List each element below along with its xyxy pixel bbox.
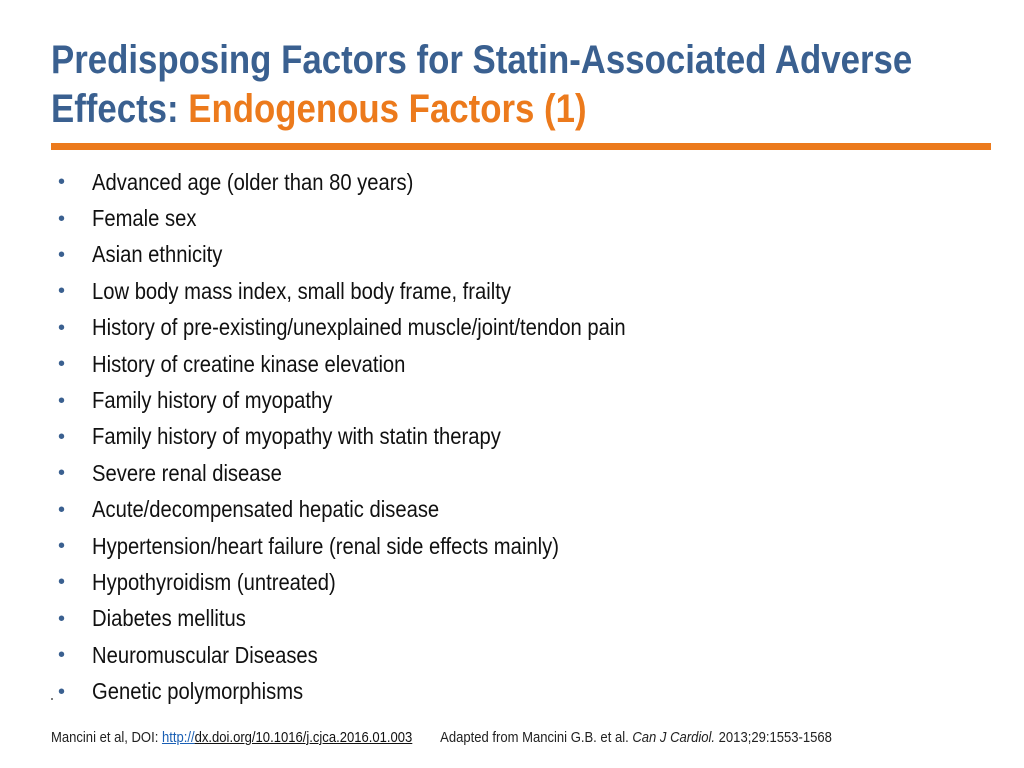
list-item bbox=[58, 455, 713, 491]
list-item-text: Female sex bbox=[92, 205, 197, 232]
list-item bbox=[58, 564, 713, 600]
factor-list bbox=[58, 164, 713, 710]
list-item bbox=[58, 382, 713, 418]
slide-title bbox=[51, 36, 913, 134]
list-item bbox=[58, 419, 713, 455]
list-item bbox=[58, 492, 713, 528]
journal-name: Can J Cardiol. bbox=[632, 729, 716, 746]
list-item bbox=[58, 346, 713, 382]
list-item-text: History of creatine kinase elevation bbox=[92, 350, 406, 377]
adapted-from-text: Adapted from Mancini G.B. et al. bbox=[440, 729, 633, 746]
bullet-icon: • bbox=[58, 607, 66, 630]
bullet-icon: • bbox=[58, 462, 66, 485]
bullet-icon: • bbox=[58, 171, 66, 194]
list-item bbox=[58, 637, 713, 673]
journal-ref: 2013;29:1553-1568 bbox=[715, 729, 832, 746]
citation-prefix: Mancini et al, DOI: bbox=[51, 729, 162, 746]
list-item-text: Hypertension/heart failure (renal side effects mainly) bbox=[92, 532, 559, 559]
doi-link[interactable]: dx.doi.org/10.1016/j.cjca.2016.01.003 bbox=[194, 729, 413, 746]
title-line-1: Predisposing Factors for Statin-Associated Adverse bbox=[51, 38, 913, 82]
bullet-icon: • bbox=[58, 498, 66, 521]
bullet-icon: • bbox=[58, 644, 66, 667]
list-item-text: Diabetes mellitus bbox=[92, 605, 246, 632]
list-item-text: Asian ethnicity bbox=[92, 241, 223, 268]
list-item bbox=[58, 601, 713, 637]
citation-footer bbox=[51, 729, 832, 746]
bullet-icon: • bbox=[58, 571, 66, 594]
bullet-icon: • bbox=[58, 353, 66, 376]
list-item-text: Hypothyroidism (untreated) bbox=[92, 568, 336, 595]
list-item-text: Genetic polymorphisms bbox=[92, 678, 304, 705]
title-accent: Endogenous Factors (1) bbox=[188, 87, 587, 131]
list-item-text: History of pre-existing/unexplained muscle/joint/tendon pain bbox=[92, 314, 626, 341]
list-item-text: Advanced age (older than 80 years) bbox=[92, 168, 414, 195]
list-item bbox=[58, 273, 713, 309]
stray-dot bbox=[51, 698, 53, 700]
bullet-icon: • bbox=[58, 316, 66, 339]
bullet-icon: • bbox=[58, 243, 66, 266]
list-item-text: Low body mass index, small body frame, frailty bbox=[92, 277, 511, 304]
bullet-icon: • bbox=[58, 425, 66, 448]
list-item bbox=[58, 310, 713, 346]
doi-link-protocol[interactable]: http:// bbox=[161, 729, 195, 746]
title-line-2-prefix: Effects: bbox=[51, 87, 189, 131]
list-item bbox=[58, 673, 713, 709]
list-item-text: Family history of myopathy with statin therapy bbox=[92, 423, 501, 450]
list-item bbox=[58, 200, 713, 236]
list-item-text: Severe renal disease bbox=[92, 459, 282, 486]
list-item bbox=[58, 237, 713, 273]
bullet-icon: • bbox=[58, 280, 66, 303]
bullet-icon: • bbox=[58, 680, 66, 703]
list-item-text: Family history of myopathy bbox=[92, 387, 333, 414]
list-item bbox=[58, 528, 713, 564]
list-item-text: Acute/decompensated hepatic disease bbox=[92, 496, 440, 523]
bullet-icon: • bbox=[58, 389, 66, 412]
bullet-icon: • bbox=[58, 535, 66, 558]
bullet-icon: • bbox=[58, 207, 66, 230]
list-item bbox=[58, 164, 713, 200]
title-divider bbox=[51, 143, 991, 150]
list-item-text: Neuromuscular Diseases bbox=[92, 641, 318, 668]
